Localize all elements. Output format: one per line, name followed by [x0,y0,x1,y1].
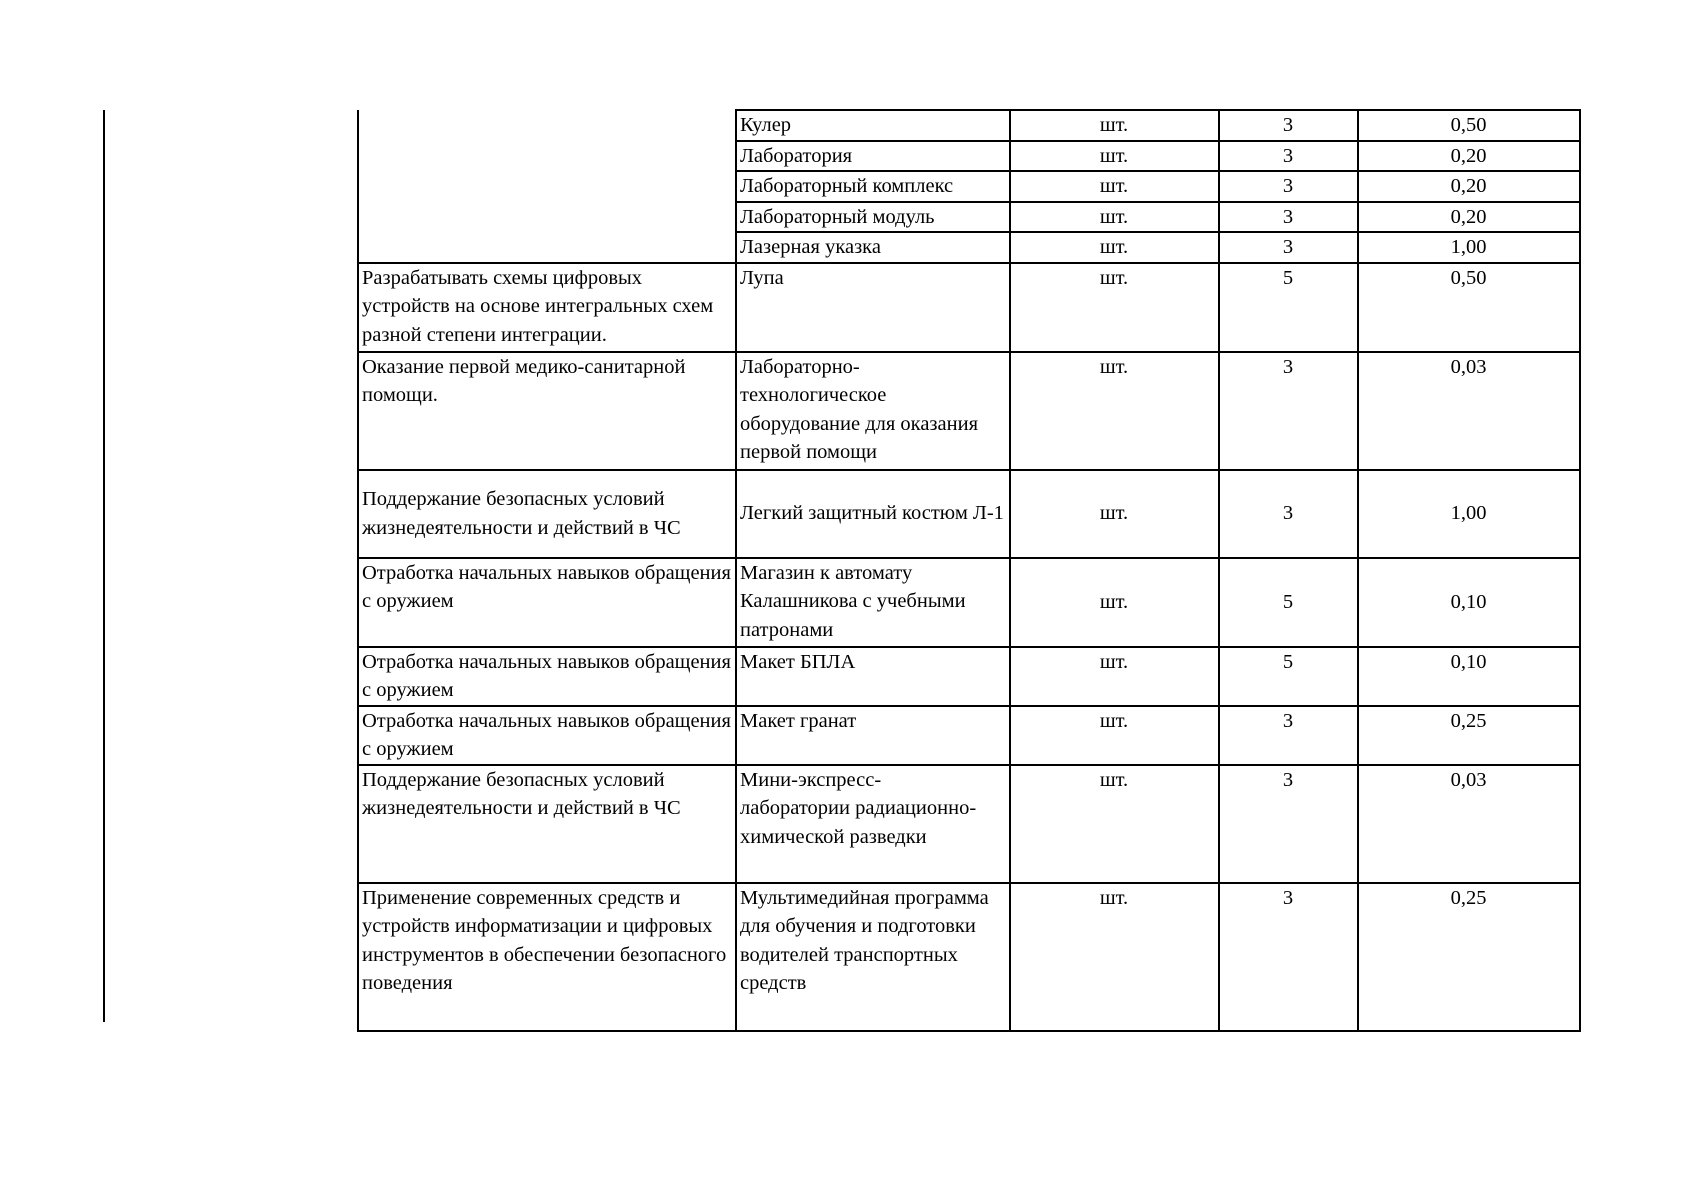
left-margin-rule [103,110,105,1022]
equipment-table [357,109,1581,1032]
table-row [358,647,1580,706]
item-cell: Магазин к автомату Калашникова с учебными патронами [736,558,1010,647]
unit-cell: шт. [1010,706,1219,765]
competency-cell: Оказание первой медико-санитарной помощи. [358,352,736,470]
coef-cell: 0,20 [1358,141,1580,172]
competency-cell: Поддержание безопасных условий жизнедеятельности и действий в ЧС [358,470,736,558]
table-row [358,352,1580,470]
qty-cell: 5 [1219,263,1358,352]
competency-cell: Разрабатывать схемы цифровых устройств на основе интегральных схем разной степени интеграции. [358,263,736,352]
qty-cell: 3 [1219,352,1358,470]
qty-cell: 3 [1219,470,1358,558]
qty-cell: 3 [1219,232,1358,263]
unit-cell: шт. [1010,558,1219,647]
coef-cell: 0,50 [1358,110,1580,141]
unit-cell: шт. [1010,232,1219,263]
coef-cell: 0,50 [1358,263,1580,352]
item-cell: Макет БПЛА [736,647,1010,706]
unit-cell: шт. [1010,883,1219,1031]
item-cell: Легкий защитный костюм Л-1 [736,470,1010,558]
qty-cell: 3 [1219,706,1358,765]
table-row [358,110,1580,141]
coef-cell: 1,00 [1358,232,1580,263]
qty-cell: 3 [1219,110,1358,141]
item-cell: Мини-экспресс- лаборатории радиационно- химической разведки [736,765,1010,883]
coef-cell: 0,20 [1358,202,1580,233]
qty-cell: 3 [1219,202,1358,233]
item-cell: Мультимедийная программа для обучения и подготовки водителей транспортных средств [736,883,1010,1031]
table-row [358,470,1580,558]
table-row [358,765,1580,883]
unit-cell: шт. [1010,765,1219,883]
coef-cell: 0,25 [1358,706,1580,765]
unit-cell: шт. [1010,352,1219,470]
unit-cell: шт. [1010,171,1219,202]
table-row [358,706,1580,765]
item-cell: Макет гранат [736,706,1010,765]
qty-cell: 5 [1219,647,1358,706]
item-cell: Лазерная указка [736,232,1010,263]
coef-cell: 0,03 [1358,352,1580,470]
coef-cell: 0,20 [1358,171,1580,202]
competency-cell: Отработка начальных навыков обращения с оружием [358,706,736,765]
unit-cell: шт. [1010,202,1219,233]
item-cell: Лабораторный модуль [736,202,1010,233]
item-cell: Лабораторно- технологическое оборудование для оказания первой помощи [736,352,1010,470]
competency-cell: Применение современных средств и устройств информатизации и цифровых инструментов в обеспечении безопасного поведения [358,883,736,1031]
coef-cell: 0,03 [1358,765,1580,883]
qty-cell: 3 [1219,141,1358,172]
unit-cell: шт. [1010,141,1219,172]
qty-cell: 3 [1219,171,1358,202]
qty-cell: 5 [1219,558,1358,647]
qty-cell: 3 [1219,883,1358,1031]
unit-cell: шт. [1010,647,1219,706]
item-cell: Лаборатория [736,141,1010,172]
item-cell: Лабораторный комплекс [736,171,1010,202]
table-row [358,558,1580,647]
coef-cell: 1,00 [1358,470,1580,558]
table-row [358,263,1580,352]
coef-cell: 0,10 [1358,558,1580,647]
unit-cell: шт. [1010,470,1219,558]
unit-cell: шт. [1010,110,1219,141]
coef-cell: 0,10 [1358,647,1580,706]
item-cell: Лупа [736,263,1010,352]
competency-cell: Отработка начальных навыков обращения с оружием [358,558,736,647]
qty-cell: 3 [1219,765,1358,883]
competency-cell: Поддержание безопасных условий жизнедеятельности и действий в ЧС [358,765,736,883]
unit-cell: шт. [1010,263,1219,352]
item-cell: Кулер [736,110,1010,141]
coef-cell: 0,25 [1358,883,1580,1031]
competency-cell: Отработка начальных навыков обращения с оружием [358,647,736,706]
competency-cell-empty [358,110,736,263]
table-row [358,883,1580,1031]
